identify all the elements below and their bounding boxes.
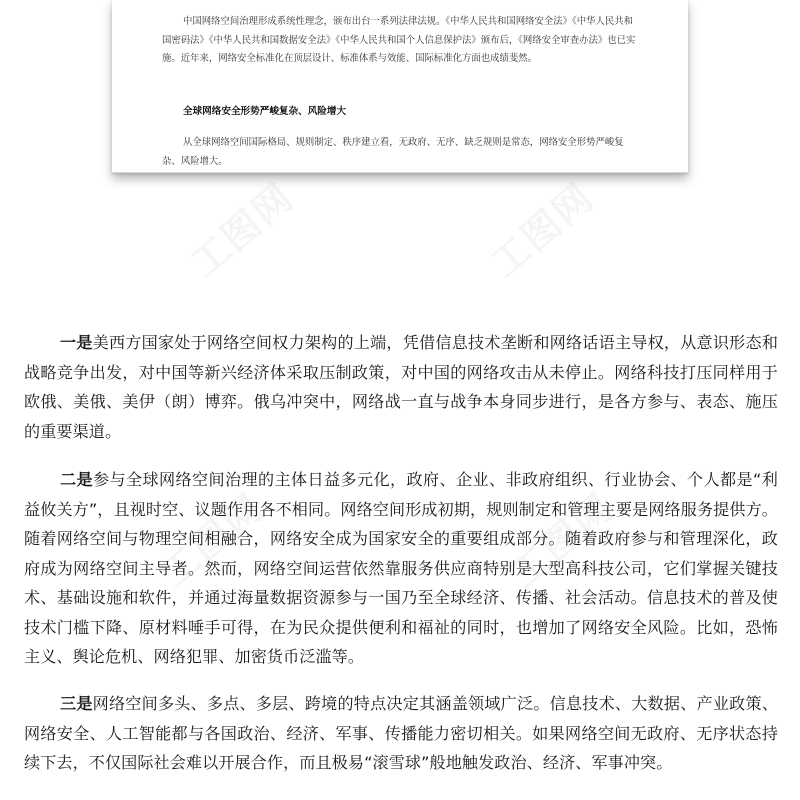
paragraph-text: 网络空间多头、多点、多层、跨境的特点决定其涵盖领域广泛。信息技术、大数据、产业政策、网络安全、人工智能都与各国政治、经济、军事、传播能力密切相关。如果网络空间无政府、无序状态持续下去，不仅国际社会难以开展合作，而且极易“滚雪球”般地触发政治、经济、军事冲突。 [24, 694, 779, 772]
paragraph-lead: 一是 [60, 333, 93, 352]
paragraph-lead: 三是 [60, 694, 93, 713]
card-paragraph: 中国网络空间治理形成系统性理念，颁布出台一系列法律法规。《中华人民共和国网络安全法》《中华人民共和国密码法》《中华人民共和国数据安全法》《中华人民共和国个人信息保护法》颁布后，《网络安全审查办法》也已实施。近年来，网络安全标准化在顶层设计、标准体系与效能、国际标准化方面也成绩斐然。 [162, 16, 636, 64]
watermark: 工图网 [502, 484, 623, 596]
article-excerpt-card [112, 0, 688, 173]
paragraph-lead: 二是 [60, 470, 94, 489]
paragraph-text: 参与全球网络空间治理的主体日益多元化，政府、企业、非政府组织、行业协会、个人都是“利益攸关方”，且视时空、议题作用各不相同。网络空间形成初期，规则制定和管理主要是网络服务提供方。随着网络空间与物理空间相融合，网络安全成为国家安全的重要组成部分。随着政府参与和管理深化，政府成为网络空间主导者。然而，网络空间运营依然靠服务供应商特别是大型高科技公司，它们掌握关键技术、基础设施和软件，并通过海量数据资源参与一国乃至全球经济、传播、社会活动。信息技术的普及使技术门槛下降、原材料唾手可得，在为民众提供便利和福祉的同时，也增加了网络安全风险。比如，恐怖主义、舆论危机、网络犯罪、加密货币泛滥等。 [24, 470, 778, 666]
watermark: 工图网 [482, 174, 603, 286]
paragraph-text: 美西方国家处于网络空间权力架构的上端，凭借信息技术垄断和网络话语主导权，从意识形态和战略竞争出发，对中国等新兴经济体采取压制政策，对中国的网络攻击从未停止。网络科技打压同样用于欧俄、美俄、美伊（朗）博弈。俄乌冲突中，网络战一直与战争本身同步进行，是各方参与、表态、施压的重要渠道。 [24, 333, 779, 441]
watermark: 工图网 [182, 174, 303, 286]
card-heading: 全球网络安全形势严峻复杂、风险增大 [183, 106, 347, 117]
body-paragraph-2 [24, 465, 778, 672]
body-paragraph-3 [24, 689, 778, 778]
body-paragraph-1 [24, 328, 778, 446]
card-paragraph: 从全球网络空间国际格局、规则制定、秩序建立看，无政府、无序、缺乏规则是常态，网络安全形势严峻复杂、风险增大。 [162, 137, 624, 167]
watermark: 工图网 [152, 484, 273, 596]
